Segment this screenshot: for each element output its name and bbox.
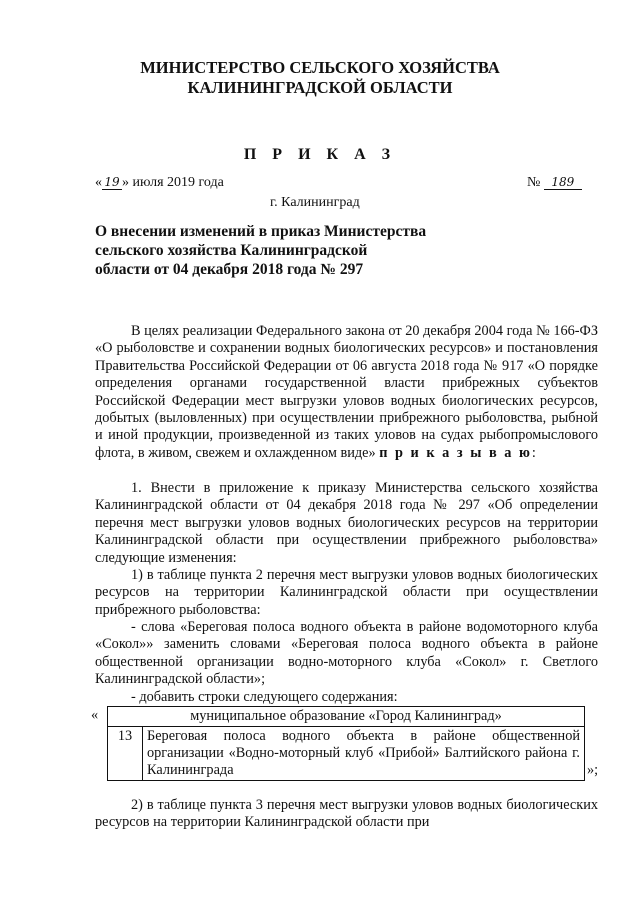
document-date <box>95 175 224 191</box>
table-row <box>108 727 585 781</box>
table-header-row <box>108 707 585 727</box>
clause-1-paragraph: 1. Внести в приложение к приказу Министерства сельского хозяйства Калининградской области от 04 декабря 2018 года № 297 «Об определении перечня мест выгрузки уловов водных биологических ресурсов на территории Калининградской области при осуществлении прибрежного рыболовства» следующие изменения: <box>95 480 598 566</box>
ministry-line-2: КАЛИНИНГРАДСКОЙ ОБЛАСТИ <box>187 78 453 97</box>
replace-words-paragraph: - слова «Береговая полоса водного объекта в районе водомоторного клуба «Сокол»» заменить словами «Береговая полоса водного объекта в районе общественной организации водно-моторного клуба «Сокол» г. Светлого Калининградской области»; <box>95 619 598 688</box>
document-subject <box>95 222 455 279</box>
ministry-header <box>0 58 640 98</box>
preamble-text: В целях реализации Федерального закона от 20 декабря 2004 года № 166-ФЗ «О рыболовстве и сохранении водных биологических ресурсов» и постановления Правительства Российской Федерации от 06 августа 2018 года № 917 «О порядке определения органами государственной власти прибрежных субъектов Российской Федерации мест выгрузки уловов водных биологических ресурсов, добытых (выловленных) при осуществлении прибрежного рыболовства, рыбной и иной продукции, произведенной из таких уловов на судах рыбопромыслового флота, в живом, свежем и охлажденном виде» <box>95 323 598 461</box>
city: г. Калининград <box>270 195 360 210</box>
date-day: 19 <box>102 175 122 190</box>
add-rows-paragraph: - добавить строки следующего содержания: <box>131 689 398 705</box>
document-type: П Р И К А З <box>243 146 397 163</box>
subclause-1-paragraph: 1) в таблице пункта 2 перечня мест выгрузки уловов водных биологических ресурсов на территории Калининградской области при осуществлении прибрежного рыболовства: <box>95 567 598 618</box>
inserted-rows-table <box>107 706 585 781</box>
number-prefix: № <box>527 175 541 190</box>
subclause-2-paragraph: 2) в таблице пункта 3 перечня мест выгрузки уловов водных биологических ресурсов на территории Калининградской области при <box>95 797 598 831</box>
table-header-cell: муниципальное образование «Город Калининград» <box>108 707 585 727</box>
table-row-number: 13 <box>108 727 143 781</box>
date-open-quote: « <box>95 175 102 190</box>
subject-line-1: О внесении изменений в приказ Министерства <box>95 223 427 240</box>
table-close-quote: »; <box>587 762 599 778</box>
ministry-line-1: МИНИСТЕРСТВО СЕЛЬСКОГО ХОЗЯЙСТВА <box>140 58 500 77</box>
number-value: 189 <box>544 175 582 190</box>
table-open-quote: « <box>91 707 99 723</box>
table-row-text: Береговая полоса водного объекта в районе общественной организации «Водно-моторный клуб «Прибой» Балтийского района г. Калининграда <box>143 727 585 781</box>
date-close-quote: » <box>122 175 129 190</box>
subject-line-3: области от 04 декабря 2018 года № 297 <box>95 261 364 278</box>
date-rest: июля 2019 года <box>132 175 224 190</box>
order-word: п р и к а з ы в а ю <box>379 444 532 461</box>
subject-line-2: сельского хозяйства Калининградской <box>95 242 368 259</box>
preamble-paragraph <box>95 323 598 462</box>
order-colon: : <box>531 444 536 461</box>
document-number <box>527 175 582 191</box>
